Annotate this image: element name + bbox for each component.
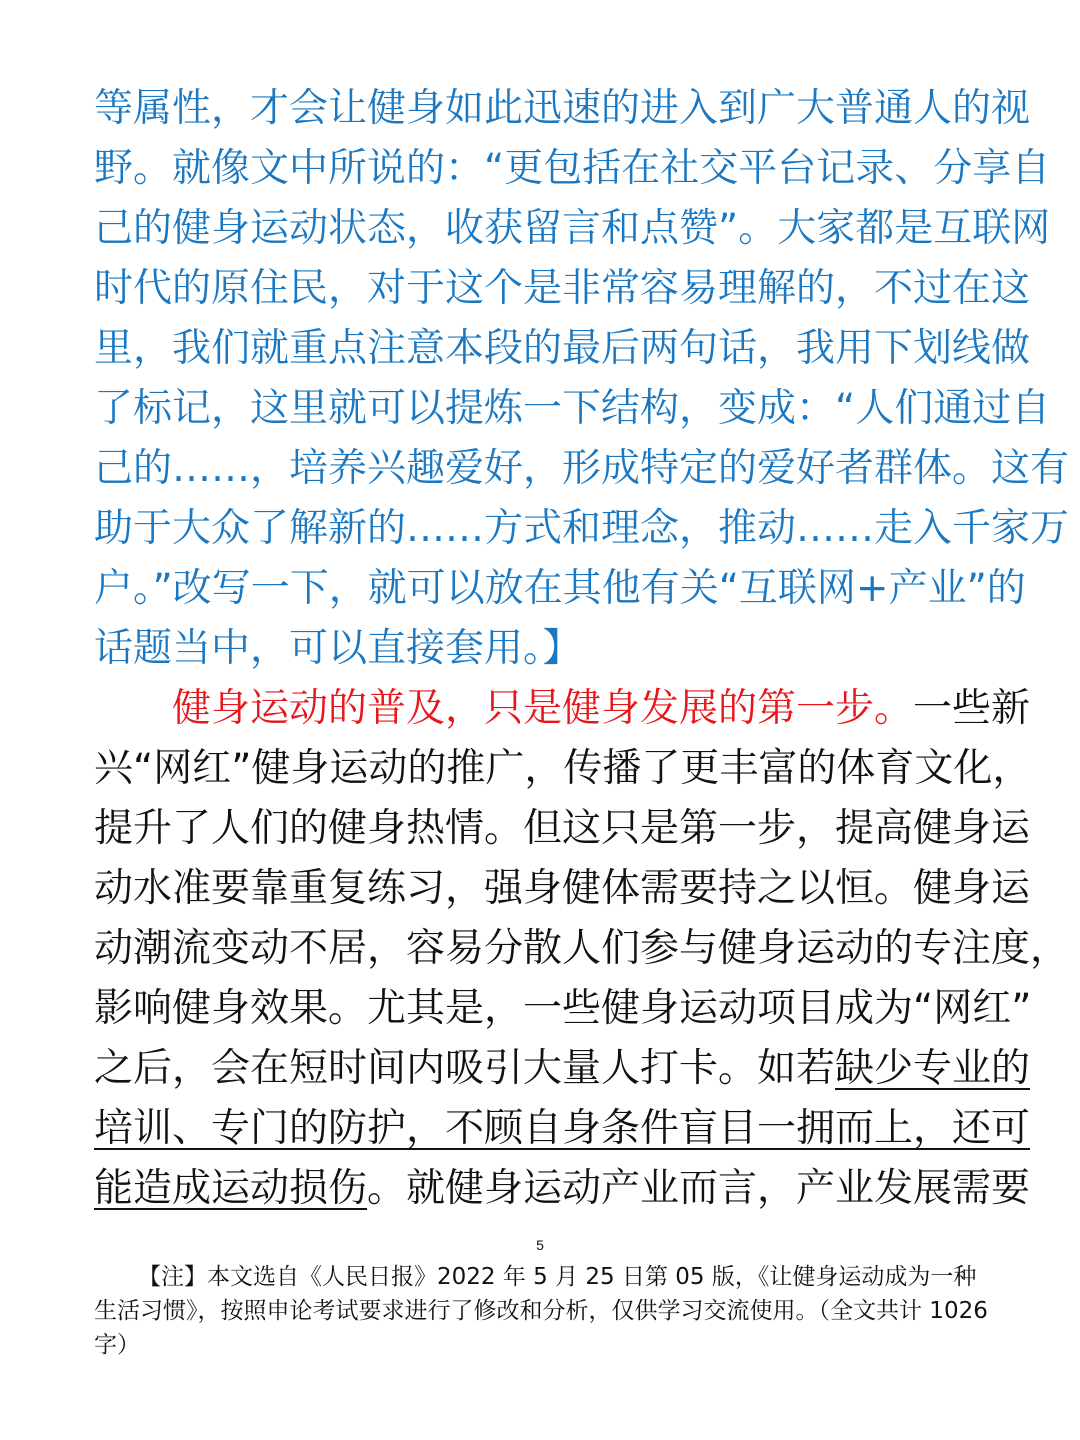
main-paragraph-line: 影响健身效果。尤其是，一些健身运动项目成为“网红”	[94, 986, 1032, 1031]
blue-paragraph-line: 己的健身运动状态，收获留言和点赞”。大家都是互联网	[94, 206, 1051, 251]
first-line-rest: 一些新	[913, 686, 1031, 731]
blue-paragraph-line: 己的……，培养兴趣爱好，形成特定的爱好者群体。这有	[94, 446, 1070, 491]
line9-plain: 。就健身运动产业而言，产业发展需要	[367, 1166, 1031, 1211]
underlined-text: 培训、专门的防护，不顾自身条件盲目一拥而上，还可	[94, 1106, 1031, 1151]
blue-paragraph-line: 里，我们就重点注意本段的最后两句话，我用下划线做	[94, 326, 1031, 371]
blue-paragraph-line: 了标记，这里就可以提炼一下结构，变成：“人们通过自	[94, 386, 1051, 431]
blue-paragraph-line: 助于大众了解新的……方式和理念，推动……走入千家万	[94, 506, 1070, 551]
main-paragraph-line: 提升了人们的健身热情。但这只是第一步，提高健身运	[94, 806, 1031, 851]
blue-paragraph-line: 野。就像文中所说的：“更包括在社交平台记录、分享自	[94, 146, 1051, 191]
line7-plain: 之后，会在短时间内吸引大量人打卡。如若	[94, 1046, 836, 1091]
blue-paragraph-line: 户。”改写一下，就可以放在其他有关“互联网+产业”的	[94, 566, 1026, 611]
main-paragraph-line: 动水准要靠重复练习，强身健体需要持之以恒。健身运	[94, 866, 1031, 911]
main-paragraph-first-line	[172, 680, 1031, 738]
main-paragraph-line	[94, 1160, 1031, 1218]
main-paragraph-line: 兴“网红”健身运动的推广，传播了更丰富的体育文化，	[94, 746, 1032, 791]
footnote-line: 【注】本文选自《人民日报》2022 年 5 月 25 日第 05 版，《让健身运动成为一种	[138, 1264, 977, 1290]
main-paragraph-line	[94, 1100, 1031, 1158]
underlined-text: 能造成运动损伤	[94, 1166, 368, 1211]
page-number: 5	[536, 1237, 544, 1253]
main-paragraph-line: 动潮流变动不居，容易分散人们参与健身运动的专注度，	[94, 926, 1070, 971]
main-paragraph-line	[94, 1040, 1031, 1098]
blue-paragraph-line: 时代的原住民，对于这个是非常容易理解的，不过在这	[94, 266, 1031, 311]
red-lead-sentence: 健身运动的普及，只是健身发展的第一步。	[172, 686, 914, 731]
blue-paragraph-line: 等属性，才会让健身如此迅速的进入到广大普通人的视	[94, 86, 1031, 131]
blue-paragraph-line: 话题当中，可以直接套用。】	[94, 626, 582, 671]
footnote-line: 字）	[94, 1332, 140, 1358]
footnote-line: 生活习惯》，按照申论考试要求进行了修改和分析，仅供学习交流使用。（全文共计 1026	[94, 1298, 988, 1324]
underlined-text: 缺少专业的	[835, 1046, 1031, 1091]
